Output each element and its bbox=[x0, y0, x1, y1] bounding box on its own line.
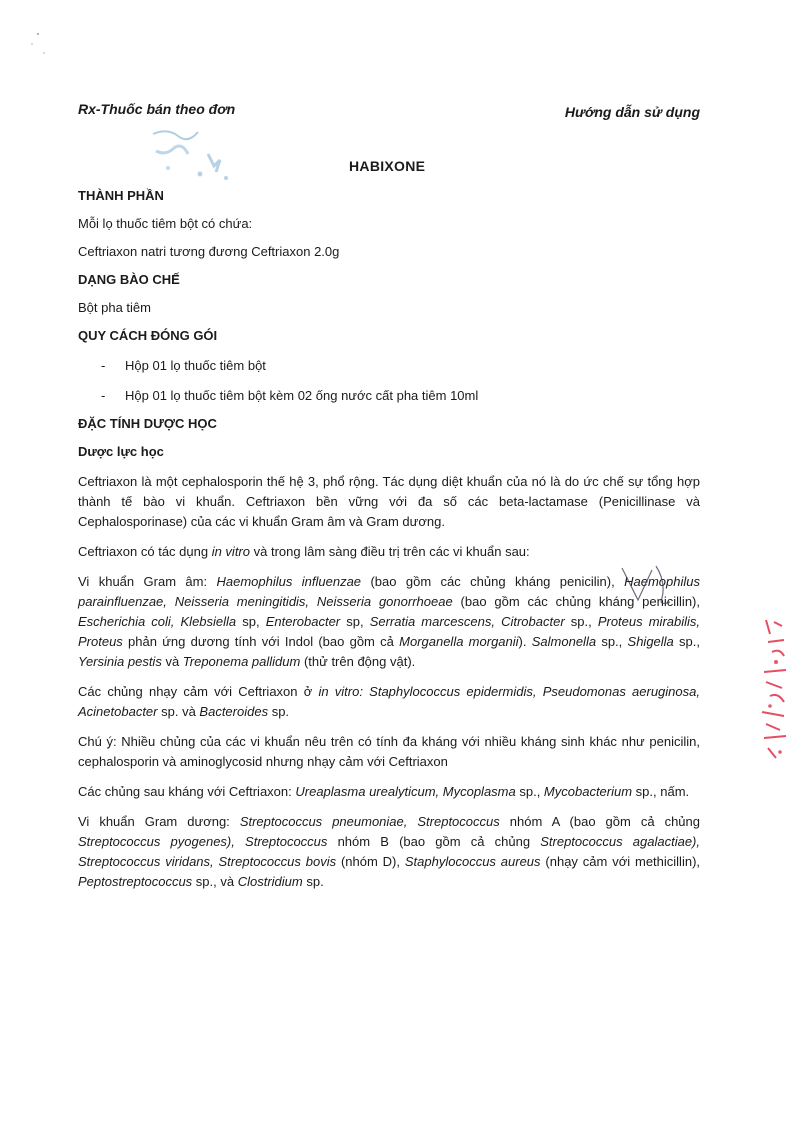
pharmacology-heading: ĐẶC TÍNH DƯỢC HỌC bbox=[78, 416, 217, 431]
packaging-item-text: Hộp 01 lọ thuốc tiêm bột kèm 02 ống nước cất pha tiêm 10ml bbox=[125, 388, 479, 403]
signature-scribble bbox=[616, 562, 696, 612]
packaging-heading: QUY CÁCH ĐÓNG GÓI bbox=[78, 328, 218, 343]
composition-line-1: Mỗi lọ thuốc tiêm bột có chứa: bbox=[78, 216, 253, 231]
paragraph-gram-positive: Vi khuẩn Gram dương: Streptococcus pneumoniae, Streptococcus nhóm A (bao gồm cả chủng Streptococcus pyogenes), Streptococcus nhóm B (bao gồm cả chủng Streptococcus agalactiae), Streptococcus viridans, Streptococcus bovis (nhóm D), Staphylococcus aureus (nhạy cảm với methicillin), Peptostreptococcus sp., và Clostridium sp. bbox=[78, 814, 701, 889]
prescription-label: Rx-Thuốc bán theo đơn bbox=[78, 101, 236, 117]
document-title: HABIXONE bbox=[349, 158, 426, 174]
packaging-item bbox=[78, 356, 700, 376]
paragraph-mechanism: Ceftriaxon là một cephalosporin thế hệ 3, phổ rộng. Tác dụng diệt khuẩn của nó là do ức chế sự tổng hợp thành tế bào vi khuẩn. Ceftriaxon bền vững với đa số các beta-lactamase (Penicillinase và Cephalosporinase) của các vi khuẩn Gram âm và Gram dương. bbox=[78, 474, 700, 529]
blue-ink-mark bbox=[148, 126, 238, 186]
paragraph-spectrum-intro: Ceftriaxon có tác dụng in vitro và trong lâm sàng điều trị trên các vi khuẩn sau: bbox=[78, 544, 530, 559]
list-dash: - bbox=[101, 358, 106, 373]
document-body bbox=[78, 186, 700, 892]
scan-specks bbox=[20, 20, 60, 70]
form-text: Bột pha tiêm bbox=[78, 300, 151, 315]
paragraph-resistant-strains: Các chủng sau kháng với Ceftriaxon: Ureaplasma urealyticum, Mycoplasma sp., Mycobacterium sp., nấm. bbox=[78, 784, 690, 799]
packaging-list bbox=[78, 356, 700, 406]
red-stamp-fragment bbox=[756, 612, 796, 762]
paragraph-gram-negative: Vi khuẩn Gram âm: Haemophilus influenzae (bao gồm các chủng kháng penicilin), Haemophilus parainfluenzae, Neisseria meningitidis, Neisseria gonorrhoeae (bao gồm các chủng kháng penicillin), Escherichia coli, Klebsiella sp, Enterobacter sp, Serratia marcescens, Citrobacter sp., Proteus mirabilis, Proteus phản ứng dương tính với Indol (bao gồm cả Morganella morganii). Salmonella sp., Shigella sp., Yersinia pestis và Treponema pallidum (thử trên động vật). bbox=[78, 574, 701, 669]
packaging-item bbox=[78, 386, 700, 406]
composition-heading: THÀNH PHẦN bbox=[78, 188, 164, 203]
paragraph-note: Chú ý: Nhiều chủng của các vi khuẩn nêu trên có tính đa kháng với nhiều kháng sinh khác như penicilin, cephalosporin và aminoglycosid nhưng nhạy cảm với Ceftriaxon bbox=[78, 734, 700, 769]
paragraph-sensitive-strains: Các chủng nhạy cảm với Ceftriaxon ở in vitro: Staphylococcus epidermidis, Pseudomonas aeruginosa, Acinetobacter sp. và Bacteroides sp. bbox=[78, 684, 700, 719]
composition-line-2: Ceftriaxon natri tương đương Ceftriaxon 2.0g bbox=[78, 244, 340, 259]
list-dash: - bbox=[101, 388, 106, 403]
usage-guide-label: Hướng dẫn sử dụng bbox=[564, 104, 700, 120]
pharmacodynamics-heading: Dược lực học bbox=[78, 444, 164, 459]
packaging-item-text: Hộp 01 lọ thuốc tiêm bột bbox=[125, 358, 266, 373]
form-heading: DẠNG BÀO CHẾ bbox=[78, 272, 180, 287]
